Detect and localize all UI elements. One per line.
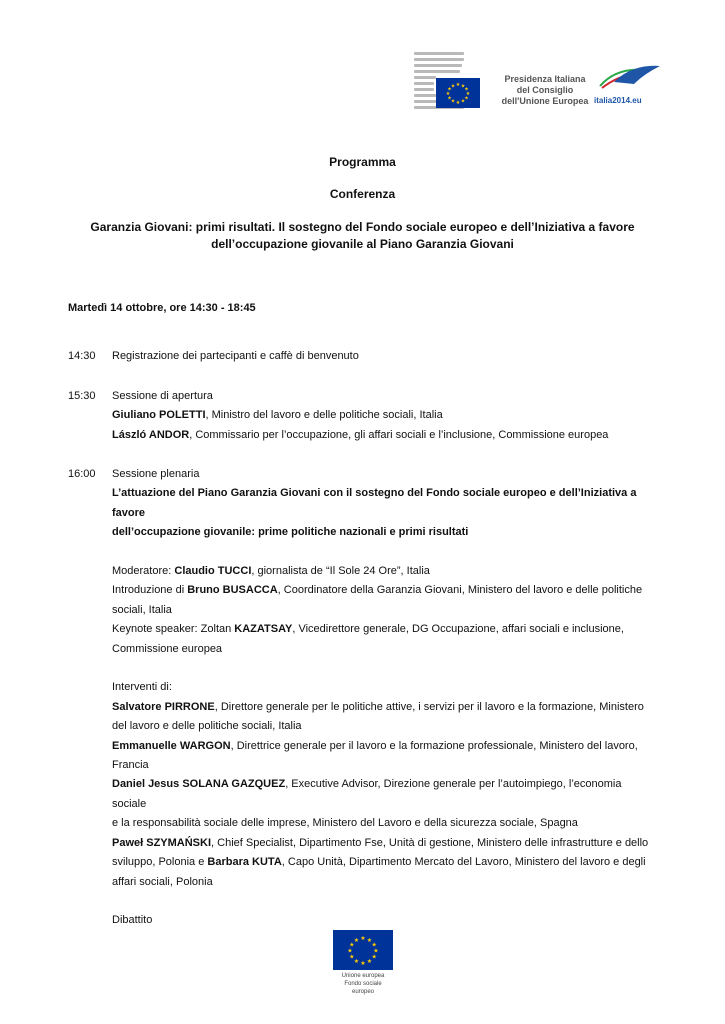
speaker-pirrone-2: del lavoro e delle politiche sociali, Italia [112, 720, 302, 733]
speaker-solana-2: e la responsabilità sociale delle imprese, Ministero del Lavoro e della sicurezza sociale, Spagna [112, 817, 578, 830]
time-1600: 16:00 [68, 468, 96, 480]
speaker-wargon-2: Francia [112, 759, 149, 772]
svg-text:★: ★ [371, 941, 377, 949]
speaker-pirrone: Salvatore PIRRONE, Direttore generale per le politiche attive, i servizi per il lavoro e la formazione, Ministero [112, 700, 644, 713]
svg-text:★: ★ [366, 936, 373, 944]
interventi-label: Interventi di: [112, 681, 172, 694]
svg-text:★: ★ [445, 91, 451, 97]
svg-text:★: ★ [450, 83, 456, 90]
plenary-subtitle-line2: dell’occupazione giovanile: prime politiche nazionali e primi risultati [112, 526, 469, 539]
time-1530: 15:30 [68, 390, 96, 402]
svg-text:★: ★ [360, 960, 366, 967]
svg-text:★: ★ [353, 936, 360, 944]
speaker-kuta-2: affari sociali, Polonia [112, 875, 213, 888]
speaker-szymanski: Paweł SZYMAŃSKI, Chief Specialist, Dipartimento Fse, Unità di gestione, Ministero delle infrastrutture e dello [112, 836, 649, 849]
plenary-subtitle-line1: L’attuazione del Piano Garanzia Giovani con il sostegno del Fondo sociale europeo e dell’Iniziativa a favore [112, 487, 637, 519]
speaker-andor: László ANDOR, Commissario per l’occupazione, gli affari sociali e l’inclusione, Commissione europea [112, 428, 609, 441]
main-title-line1: Garanzia Giovani: primi risultati. Il sostegno del Fondo sociale europeo e dell’Iniziativa a favore [90, 220, 635, 234]
svg-text:★: ★ [455, 82, 461, 88]
intro-line-2: sociali, Italia [112, 603, 172, 616]
footer-caption: Unione europea Fondo sociale europeo [341, 973, 385, 995]
speaker-solana: Daniel Jesus SOLANA GAZQUEZ, Executive Advisor, Direzione generale per l’autoimpiego, l’economia sociale [112, 778, 622, 810]
dibattito: Dibattito [112, 914, 153, 927]
svg-text:★: ★ [360, 935, 366, 942]
speaker-kuta: sviluppo, Polonia e Barbara KUTA, Capo Unità, Dipartimento Mercato del Lavoro, Ministero del lavoro e degli [112, 856, 646, 869]
date-line: Martedì 14 ottobre, ore 14:30 - 18:45 [68, 302, 256, 314]
italia2014-logo: italia2014.eu [594, 62, 664, 110]
svg-text:★: ★ [373, 947, 379, 955]
italia-swoosh-icon [594, 62, 664, 96]
time-1430: 14:30 [68, 350, 96, 362]
svg-text:★: ★ [455, 100, 461, 106]
opening-session [112, 387, 657, 445]
plenary-session-title: Sessione plenaria [112, 468, 200, 480]
svg-text:★: ★ [460, 98, 466, 105]
presidency-label: Presidenza Italiana del Consiglio dell'Unione Europea [501, 74, 589, 106]
svg-text:★: ★ [464, 95, 469, 102]
main-title [60, 220, 665, 251]
svg-text:★: ★ [353, 958, 360, 966]
conferenza-title: Conferenza [329, 187, 396, 201]
svg-text:★: ★ [347, 947, 353, 955]
svg-text:★: ★ [450, 98, 456, 105]
svg-text:★: ★ [460, 83, 466, 90]
programma-title: Programma [329, 155, 396, 169]
speaker-poletti: Giuliano POLETTI, Ministro del lavoro e delle politiche sociali, Italia [112, 409, 443, 422]
svg-text:★: ★ [349, 941, 355, 949]
svg-text:★: ★ [464, 86, 469, 93]
svg-text:★: ★ [447, 86, 452, 93]
footer-eu-logo [333, 930, 393, 995]
main-title-line2: dell’occupazione giovanile al Piano Garanzia Giovani [211, 237, 514, 251]
opening-session-title: Sessione di apertura [112, 390, 213, 402]
intro-line: Introduzione di Bruno BUSACCA, Coordinatore della Garanzia Giovani, Ministero del lavoro e delle politiche [112, 584, 643, 597]
svg-text:★: ★ [371, 953, 377, 961]
svg-text:★: ★ [366, 958, 373, 966]
header-logos [414, 52, 664, 112]
keynote-line: Keynote speaker: Zoltan KAZATSAY, Vicedirettore generale, DG Occupazione, affari sociali e inclusione, [112, 623, 624, 636]
eu-flag-icon [333, 930, 393, 970]
registration-text: Registrazione dei partecipanti e caffè di benvenuto [112, 350, 359, 362]
svg-text:★: ★ [465, 91, 471, 97]
speaker-wargon: Emmanuelle WARGON, Direttrice generale per il lavoro e la formazione professionale, Ministero del lavoro, [112, 739, 638, 752]
moderator-line: Moderatore: Claudio TUCCI, giornalista de “Il Sole 24 Ore”, Italia [112, 565, 430, 578]
keynote-line-2: Commissione europea [112, 642, 223, 655]
svg-text:★: ★ [349, 953, 355, 961]
svg-text:★: ★ [447, 95, 452, 102]
eu-flag-icon [436, 78, 480, 108]
plenary-session [112, 465, 657, 931]
